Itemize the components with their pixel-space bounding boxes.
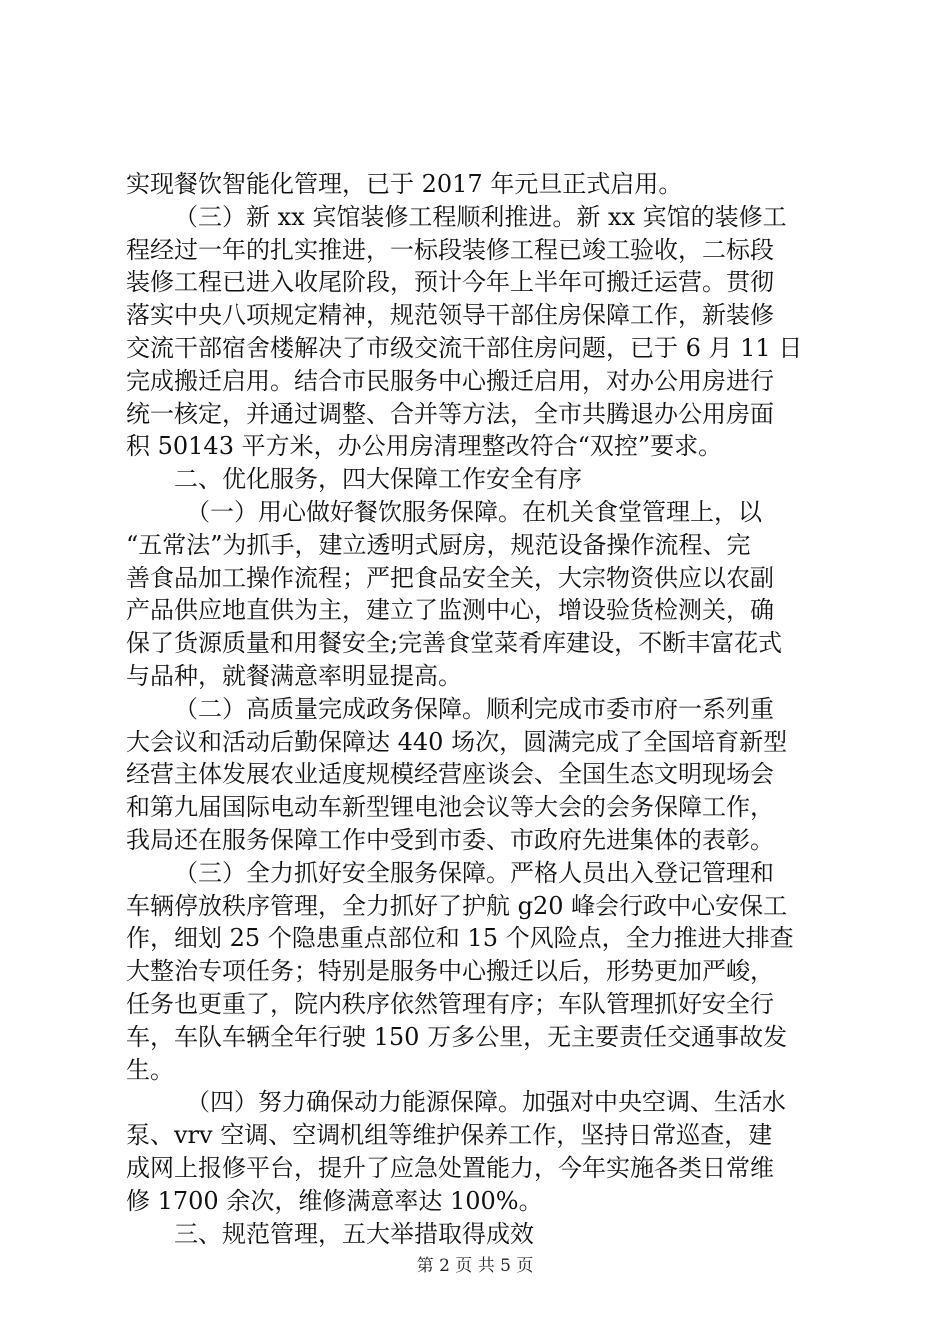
body-line: （三）全力抓好安全服务保障。严格人员出入登记管理和 xyxy=(174,858,774,887)
body-line: 车，车队车辆全年行驶 150 万多公里，无主要责任交通事故发 xyxy=(126,1022,788,1051)
section-heading: 二、优化服务，四大保障工作安全有序 xyxy=(174,465,582,494)
body-line: 和第九届国际电动车新型锂电池会议等大会的会务保障工作， xyxy=(126,793,774,822)
body-line: 实现餐饮智能化管理，已于 2017 年元旦正式启用。 xyxy=(126,170,683,198)
body-line: 与品种，就餐满意率明显提高。 xyxy=(126,661,462,690)
body-line: 落实中央八项规定精神，规范领导干部住房保障工作，新装修 xyxy=(126,301,774,330)
body-line: 修 1700 余次，维修满意率达 100%。 xyxy=(126,1186,543,1215)
page-number-footer: 第 2 页 共 5 页 xyxy=(416,1256,534,1276)
body-line: “五常法”为抓手，建立透明式厨房，规范设备操作流程、完 xyxy=(126,530,751,559)
body-line: 统一核定，并通过调整、合并等方法，全市共腾退办公用房面 xyxy=(126,399,774,428)
body-line: 泵、vrv 空调、空调机组等维护保养工作，坚持日常巡查，建 xyxy=(126,1121,773,1150)
body-line: （一）用心做好餐饮服务保障。在机关食堂管理上，以 xyxy=(186,497,762,526)
document-body xyxy=(126,168,816,1250)
body-line: 善食品加工操作流程；严把食品安全关，大宗物资供应以农副 xyxy=(126,563,774,592)
body-line: 保了货源质量和用餐安全;完善食堂菜肴库建设，不断丰富花式 xyxy=(126,629,783,658)
body-line: 积 50143 平方米，办公用房清理整改符合“双控”要求。 xyxy=(126,432,723,461)
body-line: 大整治专项任务；特别是服务中心搬迁以后，形势更加严峻， xyxy=(126,957,774,986)
body-line: 我局还在服务保障工作中受到市委、市政府先进集体的表彰。 xyxy=(126,825,774,854)
body-line: 完成搬迁启用。结合市民服务中心搬迁启用，对办公用房进行 xyxy=(126,366,774,395)
body-line: 车辆停放秩序管理，全力抓好了护航 g20 峰会行政中心安保工 xyxy=(126,891,788,920)
body-line: 程经过一年的扎实推进，一标段装修工程已竣工验收，二标段 xyxy=(126,235,774,264)
body-line: 装修工程已进入收尾阶段，预计今年上半年可搬迁运营。贯彻 xyxy=(126,268,774,297)
body-line: 生。 xyxy=(126,1055,174,1084)
body-line: 大会议和活动后勤保障达 440 场次，圆满完成了全国培育新型 xyxy=(126,727,788,756)
body-line: 交流干部宿舍楼解决了市级交流干部住房问题，已于 6 月 11 日 xyxy=(126,333,803,362)
body-line: 经营主体发展农业适度规模经营座谈会、全国生态文明现场会 xyxy=(126,760,774,789)
body-line: 成网上报修平台，提升了应急处置能力，今年实施各类日常维 xyxy=(126,1153,774,1182)
section-heading: 三、规范管理，五大举措取得成效 xyxy=(174,1219,534,1248)
body-line: 任务也更重了，院内秩序依然管理有序；车队管理抓好安全行 xyxy=(126,989,774,1018)
body-line: 产品供应地直供为主，建立了监测中心，增设验货检测关，确 xyxy=(126,596,774,625)
body-line: （三）新 xx 宾馆装修工程顺利推进。新 xx 宾馆的装修工 xyxy=(174,202,787,231)
body-line: 作，细划 25 个隐患重点部位和 15 个风险点，全力推进大排查 xyxy=(126,924,794,953)
body-line: （二）高质量完成政务保障。顺利完成市委市府一系列重 xyxy=(174,694,774,723)
body-line: （四）努力确保动力能源保障。加强对中央空调、生活水 xyxy=(186,1088,786,1117)
